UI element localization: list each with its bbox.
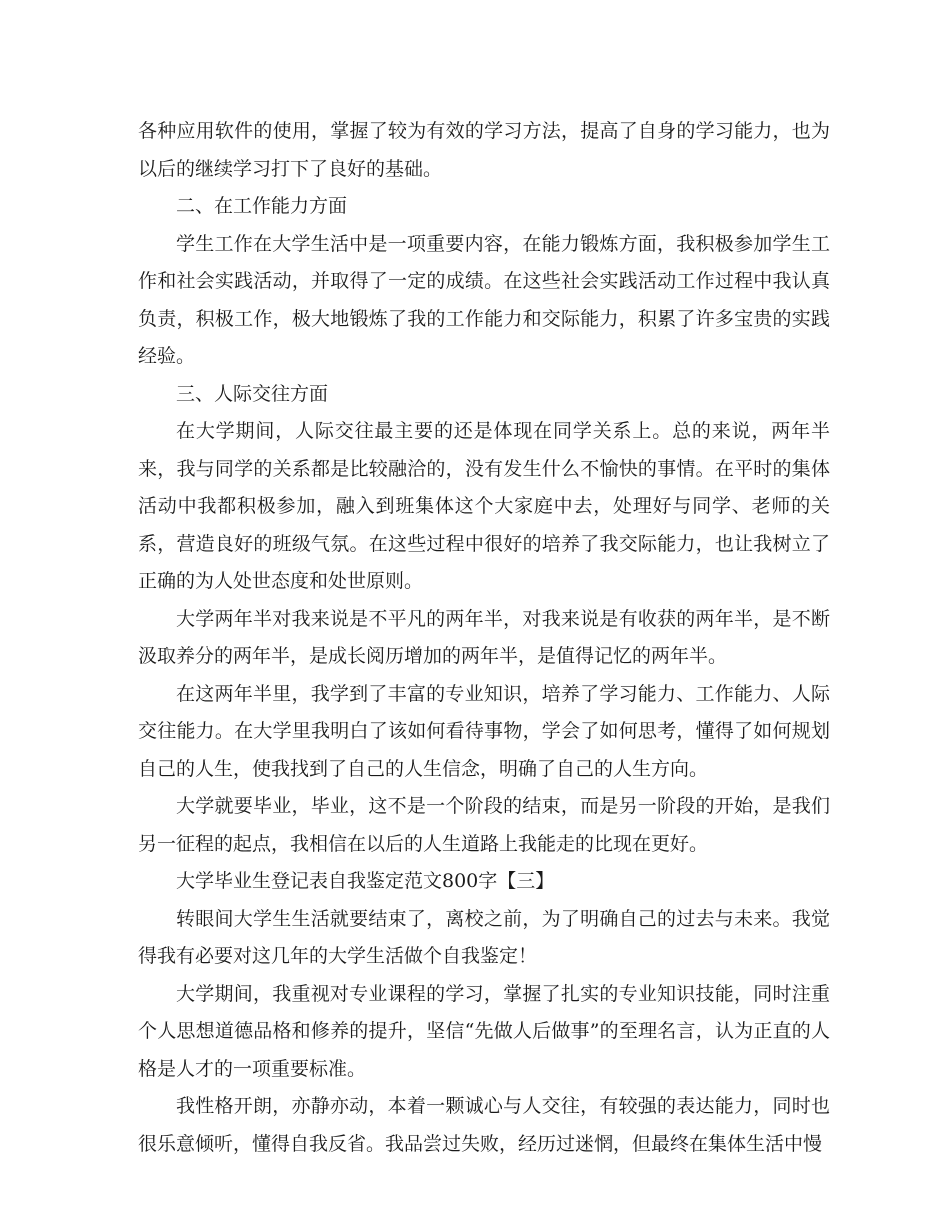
paragraph-learned: 在这两年半里，我学到了丰富的专业知识，培养了学习能力、工作能力、人际交往能力。在大学里我明白了该如何看待事物，学会了如何思考，懂得了如何规划自己的人生，使我找到了自己的人生信念，明确了自己的人生方向。 [138,682,830,780]
paragraph-work-ability: 学生工作在大学生活中是一项重要内容，在能力锻炼方面，我积极参加学生工作和社会实践活动，并取得了一定的成绩。在这些社会实践活动工作过程中我认真负责，积极工作，极大地锻炼了我的工作能力和交际能力，积累了许多宝贵的实践经验。 [138,232,830,367]
paragraph-study: 大学期间，我重视对专业课程的学习，掌握了扎实的专业知识技能，同时注重个人思想道德品格和修养的提升，坚信“先做人后做事”的至理名言，认为正直的人格是人才的一项重要标准。 [138,982,830,1080]
paragraph-graduation: 大学就要毕业，毕业，这不是一个阶段的结束，而是另一阶段的开始，是我们另一征程的起点，我相信在以后的人生道路上我能走的比现在更好。 [138,795,830,855]
section-heading-work-ability: 二、在工作能力方面 [176,195,348,217]
paragraph-interpersonal: 在大学期间，人际交往最主要的还是体现在同学关系上。总的来说，两年半来，我与同学的关系都是比较融洽的，没有发生什么不愉快的事情。在平时的集体活动中我都积极参加，融入到班集体这个大家庭中去，处理好与同学、老师的关系，营造良好的班级气氛。在这些过程中很好的培养了我交际能力，也让我树立了正确的为人处世态度和处世原则。 [138,420,830,592]
section-heading-interpersonal: 三、人际交往方面 [176,382,329,405]
paragraph-continuation: 各种应用软件的使用，掌握了较为有效的学习方法，提高了自身的学习能力，也为以后的继续学习打下了良好的基础。 [138,120,830,180]
document-body [138,113,830,1163]
paragraph-intro: 转眼间大学生生活就要结束了，离校之前，为了明确自己的过去与未来。我觉得我有必要对这几年的大学生活做个自我鉴定！ [138,907,830,967]
paragraph-two-and-half-years: 大学两年半对我来说是不平凡的两年半，对我来说是有收获的两年半，是不断汲取养分的两年半，是成长阅历增加的两年半，是值得记忆的两年半。 [138,607,830,667]
paragraph-personality: 我性格开朗，亦静亦动，本着一颗诚心与人交往，有较强的表达能力，同时也很乐意倾听，懂得自我反省。我品尝过失败，经历过迷惘，但最终在集体生活中慢 [138,1095,830,1155]
essay-title-three: 大学毕业生登记表自我鉴定范文800字【三】 [176,870,555,892]
